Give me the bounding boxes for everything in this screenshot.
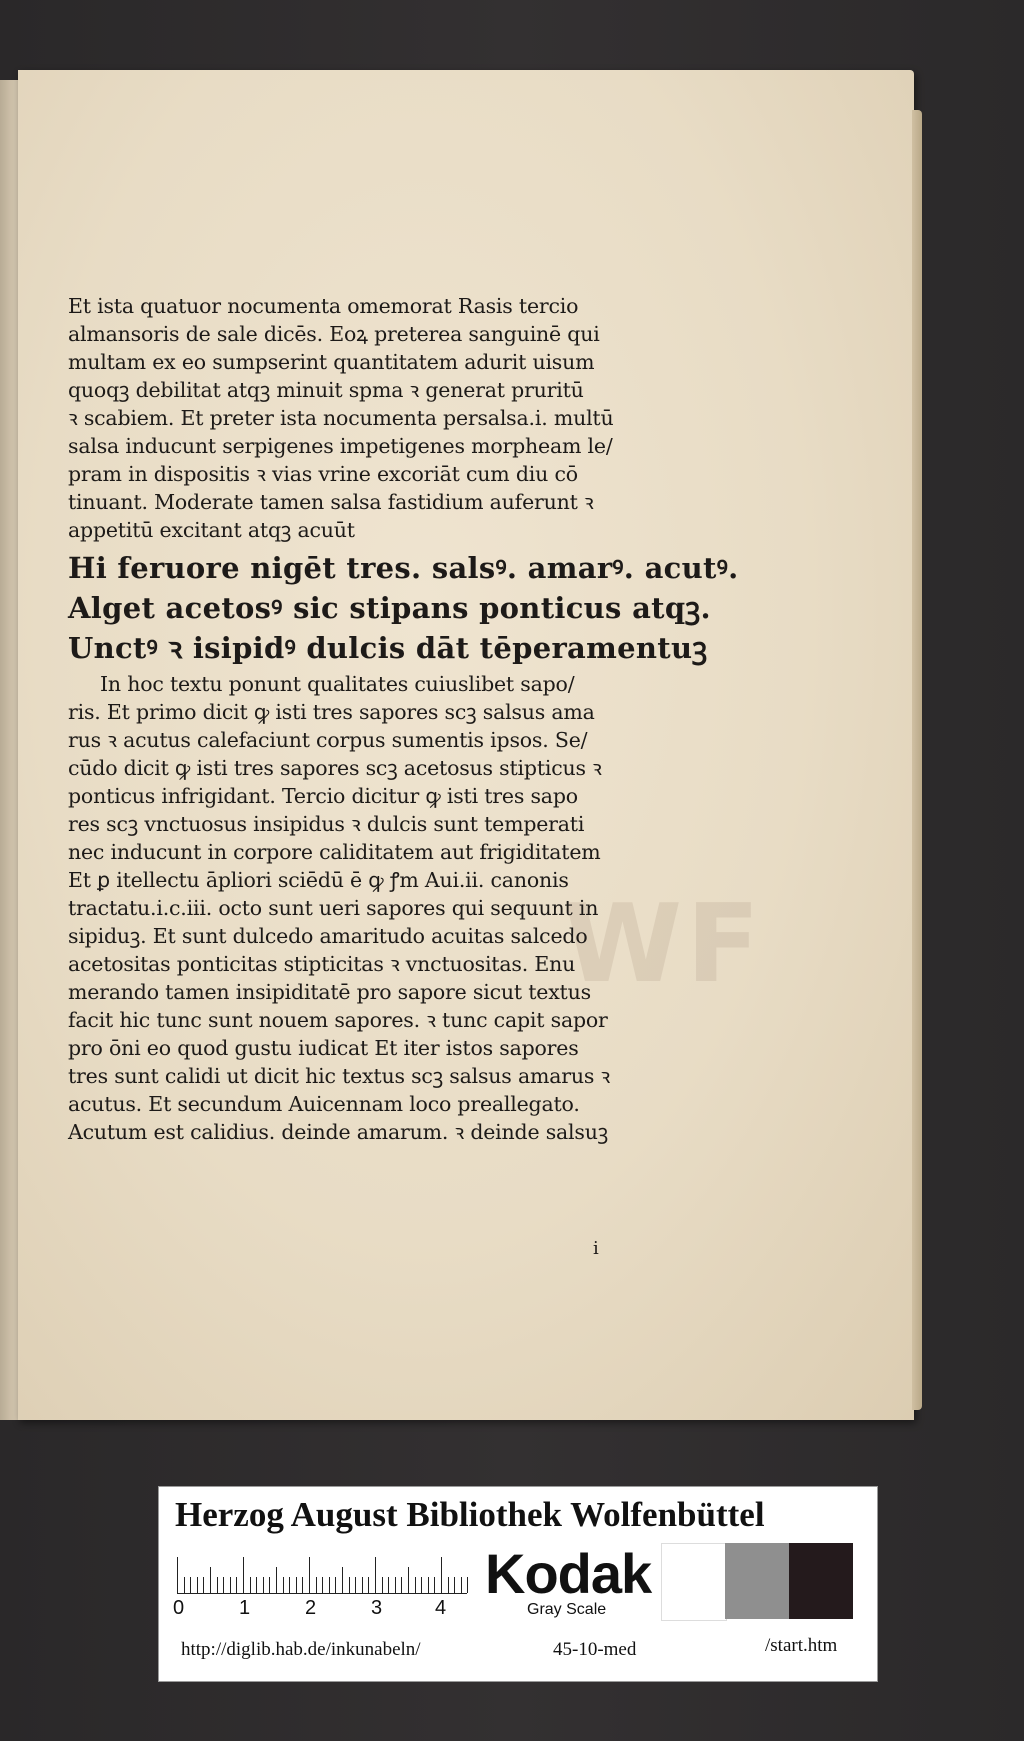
- ruler-tick: [263, 1577, 264, 1593]
- ruler-tick: [269, 1577, 270, 1593]
- ruler-tick: [349, 1577, 350, 1593]
- ruler-tick: [375, 1557, 376, 1593]
- ruler-number: 0: [173, 1597, 185, 1619]
- text-line: pram in dispositis ꝛ vias vrine excoriāt cum diu cō: [68, 462, 578, 486]
- gray-swatch-dark: [789, 1543, 853, 1619]
- text-line: nec inducunt in corpore caliditatem aut frigiditatem: [68, 840, 601, 864]
- ruler-tick: [461, 1577, 462, 1593]
- ruler-tick: [401, 1577, 402, 1593]
- paragraph-2: [68, 670, 643, 1146]
- text-line: salsa inducunt serpigenes impetigenes morpheam le/: [68, 434, 613, 458]
- verse-block: [68, 548, 739, 668]
- ruler-tick: [177, 1557, 178, 1593]
- book-page: [18, 70, 914, 1420]
- text-line: multam ex eo sumpserint quantitatem adurit uisum: [68, 350, 595, 374]
- text-line: In hoc textu ponunt qualitates cuiuslibet sapo/: [100, 672, 575, 696]
- ruler-tick: [415, 1577, 416, 1593]
- ruler-tick: [434, 1577, 435, 1593]
- ruler-tick: [342, 1567, 343, 1593]
- text-line: merando tamen insipiditatē pro sapore sicut textus: [68, 980, 591, 1004]
- text-line: Et ista quatuor nocumenta omemorat Rasis tercio: [68, 294, 579, 318]
- ruler-tick: [408, 1567, 409, 1593]
- ruler-tick: [309, 1557, 310, 1593]
- ruler-tick: [276, 1567, 277, 1593]
- ruler-tick: [316, 1577, 317, 1593]
- text-line: ris. Et primo dicit ꝙ isti tres sapores scꝫ salsus ama: [68, 700, 595, 724]
- text-line: facit hic tunc sunt nouem sapores. ꝛ tunc capit sapor: [68, 1008, 608, 1032]
- ruler-tick: [243, 1557, 244, 1593]
- gray-scale-label: Gray Scale: [527, 1601, 607, 1618]
- ruler: [177, 1553, 467, 1594]
- calibration-card: [158, 1486, 878, 1682]
- ruler-tick: [441, 1557, 442, 1593]
- ruler-tick: [302, 1577, 303, 1593]
- gray-swatch-white: [661, 1543, 727, 1621]
- text-line: almansoris de sale dicēs. Eoꝝ preterea sanguinē qui: [68, 322, 600, 346]
- verse-line: Alget acetosꝰ sic stipans ponticus atqꝫ.: [68, 591, 711, 625]
- text-line: Et ꝑ itellectu āpliori sciēdū ē ꝙ ꝭm Aui.ii. canonis: [68, 868, 569, 892]
- ruler-tick: [362, 1577, 363, 1593]
- ruler-tick: [454, 1577, 455, 1593]
- ruler-tick: [250, 1577, 251, 1593]
- ruler-number: 4: [435, 1597, 447, 1619]
- ruler-tick: [322, 1577, 323, 1593]
- signature-mark: i: [593, 1238, 599, 1259]
- ruler-tick: [335, 1577, 336, 1593]
- ruler-tick: [395, 1577, 396, 1593]
- library-title: Herzog August Bibliothek Wolfenbüttel: [175, 1495, 765, 1534]
- text-line: tres sunt calidi ut dicit hic textus scꝫ salsus amarus ꝛ: [68, 1064, 610, 1088]
- ruler-tick: [217, 1577, 218, 1593]
- ruler-tick: [236, 1577, 237, 1593]
- verse-line: Unctꝰ ꝛ isipidꝰ dulcis dāt tēperamentuꝫ: [68, 631, 708, 665]
- ruler-tick: [289, 1577, 290, 1593]
- ruler-tick: [256, 1577, 257, 1593]
- shelfmark: 45-10-med: [553, 1639, 637, 1660]
- watermark: WF: [563, 882, 764, 1007]
- text-line: sipiduꝫ. Et sunt dulcedo amaritudo acuitas salcedo: [68, 924, 588, 948]
- ruler-tick: [382, 1577, 383, 1593]
- ruler-tick: [190, 1577, 191, 1593]
- verse-line: Hi feruore nigēt tres. salsꝰ. amarꝰ. acutꝰ.: [68, 551, 739, 585]
- text-line: Acutum est calidius. deinde amarum. ꝛ deinde salsuꝫ: [68, 1120, 608, 1144]
- text-line: acetositas ponticitas stipticitas ꝛ vnctuositas. Enu: [68, 952, 576, 976]
- ruler-number: 3: [371, 1597, 383, 1619]
- ruler-tick: [184, 1577, 185, 1593]
- text-line: tinuant. Moderate tamen salsa fastidium auferunt ꝛ: [68, 490, 594, 514]
- text-line: rus ꝛ acutus calefaciunt corpus sumentis ipsos. Se/: [68, 728, 588, 752]
- text-line: pro ōni eo quod gustu iudicat Et iter istos sapores: [68, 1036, 579, 1060]
- gray-swatch-mid: [725, 1543, 789, 1619]
- url-base: http://diglib.hab.de/inkunabeln/: [181, 1639, 421, 1660]
- kodak-logo: Kodak: [485, 1542, 652, 1605]
- ruler-number: 2: [305, 1597, 317, 1619]
- text-line: ponticus infrigidant. Tercio dicitur ꝙ isti tres sapo: [68, 784, 578, 808]
- text-line: appetitū excitant atqꝫ acuūt: [68, 518, 355, 542]
- ruler-numbers: [173, 1597, 477, 1621]
- ruler-tick: [428, 1577, 429, 1593]
- ruler-tick: [230, 1577, 231, 1593]
- ruler-tick: [283, 1577, 284, 1593]
- text-line: acutus. Et secundum Auicennam loco preallegato.: [68, 1092, 580, 1116]
- ruler-tick: [467, 1577, 468, 1593]
- text-line: ꝛ scabiem. Et preter ista nocumenta persalsa.i. multū: [68, 406, 614, 430]
- ruler-tick: [368, 1577, 369, 1593]
- url-end: /start.htm: [765, 1635, 838, 1656]
- ruler-number: 1: [239, 1597, 251, 1619]
- ruler-tick: [421, 1577, 422, 1593]
- ruler-tick: [355, 1577, 356, 1593]
- ruler-tick: [210, 1567, 211, 1593]
- text-line: tractatu.i.c.iii. octo sunt ueri sapores qui sequunt in: [68, 896, 599, 920]
- ruler-tick: [223, 1577, 224, 1593]
- ruler-tick: [448, 1577, 449, 1593]
- ruler-tick: [329, 1577, 330, 1593]
- ruler-tick: [203, 1577, 204, 1593]
- ruler-tick: [197, 1577, 198, 1593]
- ruler-tick: [296, 1577, 297, 1593]
- ruler-tick: [388, 1577, 389, 1593]
- text-line: quoqꝫ debilitat atqꝫ minuit spma ꝛ generat pruritū: [68, 378, 584, 402]
- text-line: cūdo dicit ꝙ isti tres sapores scꝫ acetosus stipticus ꝛ: [68, 756, 602, 780]
- paragraph-1: [68, 292, 643, 544]
- text-line: res scꝫ vnctuosus insipidus ꝛ dulcis sunt temperati: [68, 812, 585, 836]
